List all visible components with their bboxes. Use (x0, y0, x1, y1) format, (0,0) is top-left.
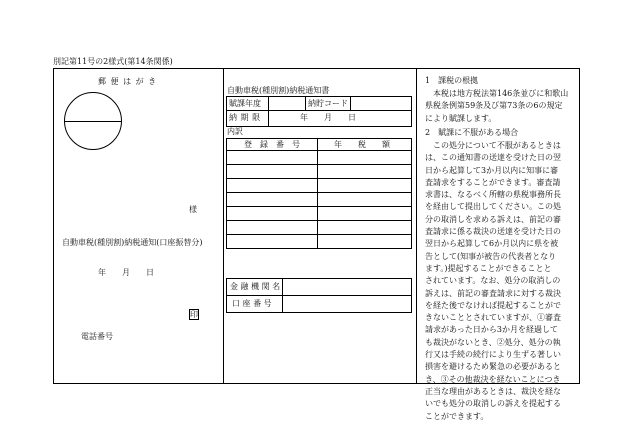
info-label-line (268, 96, 269, 126)
divider-right (416, 68, 417, 384)
info-top-line (226, 96, 412, 97)
info-right-line (411, 96, 412, 126)
legal-line: により賦課します。 (425, 113, 497, 123)
legal-line: 査請求に係る裁決の送達を受けた日の (425, 227, 561, 237)
table-left-line (226, 138, 227, 248)
info-bottom-line (226, 126, 412, 127)
table-col-line (317, 138, 318, 248)
legal-line: 日から起算して3か月以内に知事に審 (425, 165, 559, 175)
section-1-heading: 1 課税の根拠 (425, 76, 479, 85)
info-left-line (226, 96, 227, 126)
legal-line: を経由して提出してください。この処 (425, 202, 561, 212)
info-mid-line (226, 110, 412, 111)
legal-line: も裁決がないとき、②処分、処分の執 (425, 337, 561, 347)
legal-line: 求書は、なるべく所轄の県税事務所長 (425, 190, 561, 200)
notice-title: 自動車税(種別割)納税通知書 (227, 86, 330, 95)
col-reg-header: 登 録 番 号 (244, 140, 300, 149)
table-row-line (226, 164, 412, 165)
section-2-text (425, 140, 561, 423)
legal-line: 本税は地方税法第146条並びに和歌山 (433, 89, 569, 98)
legal-line: 行又は手続の続行により生ずる著しい (425, 350, 561, 360)
table-top-line (226, 138, 412, 139)
info-code-value-line (350, 96, 351, 110)
legal-line: を経た後でなければ提起することがで (425, 300, 561, 310)
legal-line: ます。)提起することができることと (425, 263, 552, 273)
legal-line: 正当な理由があるときは、裁決を経な (425, 386, 561, 396)
legal-line: きないこととされていますが、①審査 (425, 313, 561, 323)
seal-mark: 印 (190, 310, 198, 319)
legal-line: は、この通知書の送達を受けた日の翌 (425, 153, 561, 163)
section-1-text (425, 88, 568, 125)
divider-left (223, 68, 224, 384)
bank-bottom-line (226, 312, 412, 313)
account-label: 口 座 番 号 (232, 299, 272, 308)
info-code-line (305, 96, 306, 110)
legal-line: この処分について不服があるときは (433, 141, 561, 150)
legal-line: 損害を避けるため緊急の必要があると (425, 362, 561, 372)
legal-line: 査請求をすることができます。審査請 (425, 177, 561, 187)
legal-line: 翌日から起算して6か月以内に県を被 (425, 239, 559, 249)
bank-right-line (411, 278, 412, 312)
table-row-line (226, 220, 412, 221)
form-title: 別記第11号の2様式(第14条関係) (53, 57, 173, 66)
due-label: 納 期 限 (229, 113, 261, 122)
legal-line: されています。なお、処分の取消しの (425, 276, 561, 286)
due-date: 年 月 日 (300, 113, 356, 122)
section-2-heading: 2 賦課に不服がある場合 (425, 128, 519, 137)
bank-mid-line (226, 295, 412, 296)
legal-line: 分の取消しを求める訴えは、前記の審 (425, 214, 561, 224)
postcard-date: 年 月 日 (98, 268, 154, 277)
table-header-line (226, 150, 412, 151)
legal-line: いでも処分の取消しの訴えを提起する (425, 399, 561, 409)
table-right-line (411, 138, 412, 248)
postcard-label: 郵 便 は が き (98, 77, 158, 86)
phone-label: 電話番号 (81, 332, 113, 341)
table-row-line (226, 178, 412, 179)
bank-label: 金 融 機 関 名 (230, 282, 281, 291)
bank-label-line (282, 278, 283, 312)
legal-line: 請求があった日から3か月を経過して (425, 325, 559, 335)
legal-line: 訴えは、前記の審査請求に対する裁決 (425, 288, 561, 298)
bank-left-line (226, 278, 227, 312)
breakdown-label: 内訳 (227, 127, 243, 136)
table-bottom-line (226, 248, 412, 249)
legal-line: ことができます。 (425, 411, 489, 421)
notice-name: 自動車税(種別割)納税通知(口座振替分) (62, 238, 203, 247)
sama-label: 様 (189, 205, 197, 214)
table-row-line (226, 192, 412, 193)
postmark-circle (64, 92, 122, 150)
table-row-line (226, 206, 412, 207)
code-label: 納貯コード (308, 99, 348, 108)
bank-top-line (226, 278, 412, 279)
legal-line: き、③その他裁決を経ないことにつき (425, 374, 561, 384)
year-label: 賦課年度 (229, 99, 261, 108)
table-row-line (226, 234, 412, 235)
legal-line: 県税条例第59条及び第73条の6の規定 (425, 101, 563, 111)
col-tax-header: 年 税 額 (334, 140, 390, 149)
legal-line: 告として(知事が被告の代表者となり (425, 251, 557, 261)
